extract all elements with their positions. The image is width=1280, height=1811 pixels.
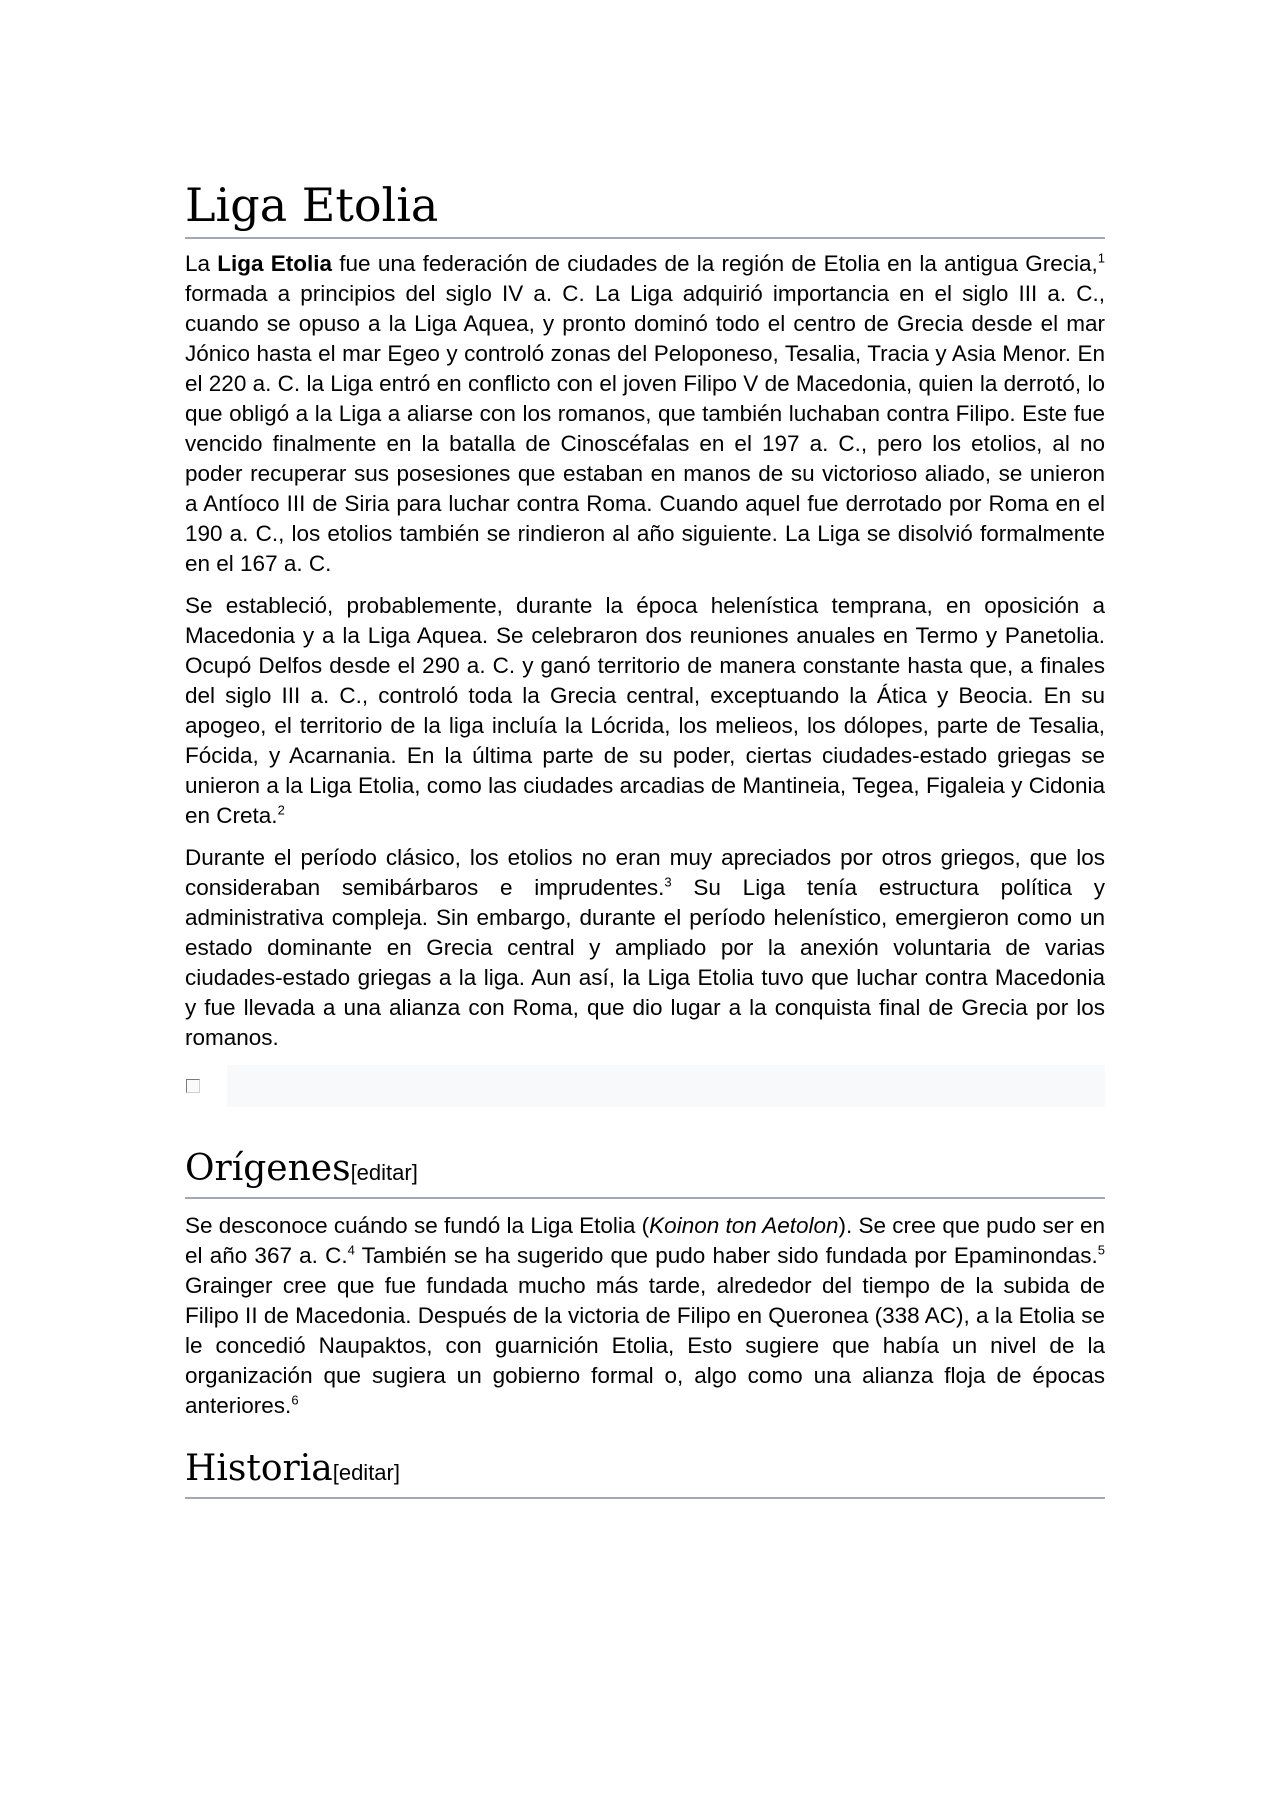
section-heading-origenes — [185, 1147, 1105, 1199]
intro-paragraph-3 — [185, 843, 1105, 1053]
paragraph-text: Grainger cree que fue fundada mucho más tarde, alrededor del tiempo de la subida de Filipo II de Macedonia. Después de la victoria de Filipo en Queronea (338 AC), a la Etolia se le concedió Naupaktos, con guarnición Etolia, Esto sugiere que había un nivel de la organización que sugiera un gobierno formal o, algo como una alianza floja de épocas anteriores. — [185, 1273, 1105, 1418]
paragraph-text: ). Se cree que pudo ser en el año 367 a. C. — [185, 1213, 1105, 1268]
section-heading-text: Orígenes — [185, 1148, 351, 1189]
paragraph-text: También se ha sugerido que pudo haber sido fundada por Epaminondas. — [354, 1243, 1098, 1268]
image-placeholder-row — [185, 1065, 1105, 1107]
reference-link[interactable]: 5 — [1097, 1242, 1105, 1258]
intro-la: La — [185, 251, 218, 276]
edit-section-link[interactable]: [editar] — [350, 1160, 418, 1185]
reference-link[interactable]: 4 — [347, 1242, 355, 1258]
origenes-paragraph — [185, 1211, 1105, 1421]
intro-paragraph-1 — [185, 249, 1105, 579]
italic-term: Koinon ton Aetolon — [649, 1213, 839, 1238]
paragraph-text: fue una federación de ciudades de la región de Etolia en la antigua Grecia, — [332, 251, 1098, 276]
reference-link[interactable]: 1 — [1097, 250, 1105, 266]
image-caption-bar — [227, 1065, 1105, 1107]
reference-link[interactable]: 2 — [277, 802, 285, 818]
page-title: Liga Etolia — [185, 175, 1105, 239]
paragraph-text: Su Liga tenía estructura política y administrativa compleja. Sin embargo, durante el período helenístico, emergieron como un estado dominante en Grecia central y ampliado por la anexión voluntaria de varias ciudades-estado griegas a la liga. Aun así, la Liga Etolia tuvo que luchar contra Macedonia y fue llevada a una alianza con Roma, que dio lugar a la conquista final de Grecia por los romanos. — [185, 875, 1105, 1050]
broken-image-icon[interactable] — [185, 1078, 201, 1094]
paragraph-text: Se desconoce cuándo se fundó la Liga Etolia ( — [185, 1213, 650, 1238]
bold-term: Liga Etolia — [217, 251, 333, 276]
paragraph-text: Se estableció, probablemente, durante la época helenística temprana, en oposición a Macedonia y a la Liga Aquea. Se celebraron dos reuniones anuales en Termo y Panetolia. Ocupó Delfos desde el 290 a. C. y ganó territorio de manera constante hasta que, a finales del siglo III a. C., controló toda la Grecia central, exceptuando la Ática y Beocia. En su apogeo, el territorio de la liga incluía la Lócrida, los melieos, los dólopes, parte de Tesalia, Fócida, y Acarnania. En la última parte de su poder, ciertas ciudades-estado griegas se unieron a la Liga Etolia, como las ciudades arcadias de Mantineia, Tegea, Figaleia y Cidonia en Creta. — [185, 593, 1105, 828]
intro-paragraph-2 — [185, 591, 1105, 831]
article — [185, 175, 1105, 1511]
reference-link[interactable]: 6 — [291, 1392, 299, 1408]
paragraph-text: formada a principios del siglo IV a. C. La Liga adquirió importancia en el siglo III a. C., cuando se opuso a la Liga Aquea, y pronto dominó todo el centro de Grecia desde el mar Jónico hasta el mar Egeo y controló zonas del Peloponeso, Tesalia, Tracia y Asia Menor. En el 220 a. C. la Liga entró en conflicto con el joven Filipo V de Macedonia, quien la derrotó, lo que obligó a la Liga a aliarse con los romanos, que también luchaban contra Filipo. Este fue vencido finalmente en la batalla de Cinoscéfalas en el 197 a. C., pero los etolios, al no poder recuperar sus posesiones que estaban en manos de su victorioso aliado, se unieron a Antíoco III de Siria para luchar contra Roma. Cuando aquel fue derrotado por Roma en el 190 a. C., los etolios también se rindieron al año siguiente. La Liga se disolvió formalmente en el 167 a. C. — [185, 281, 1105, 576]
reference-link[interactable]: 3 — [664, 874, 672, 890]
edit-section-link[interactable]: [editar] — [332, 1460, 400, 1485]
section-heading-text: Historia — [185, 1448, 333, 1489]
section-heading-historia — [185, 1447, 1105, 1499]
paragraph-text: Durante el período clásico, los etolios no eran muy apreciados por otros griegos, que los consideraban semibárbaros e imprudentes. — [185, 845, 1105, 900]
